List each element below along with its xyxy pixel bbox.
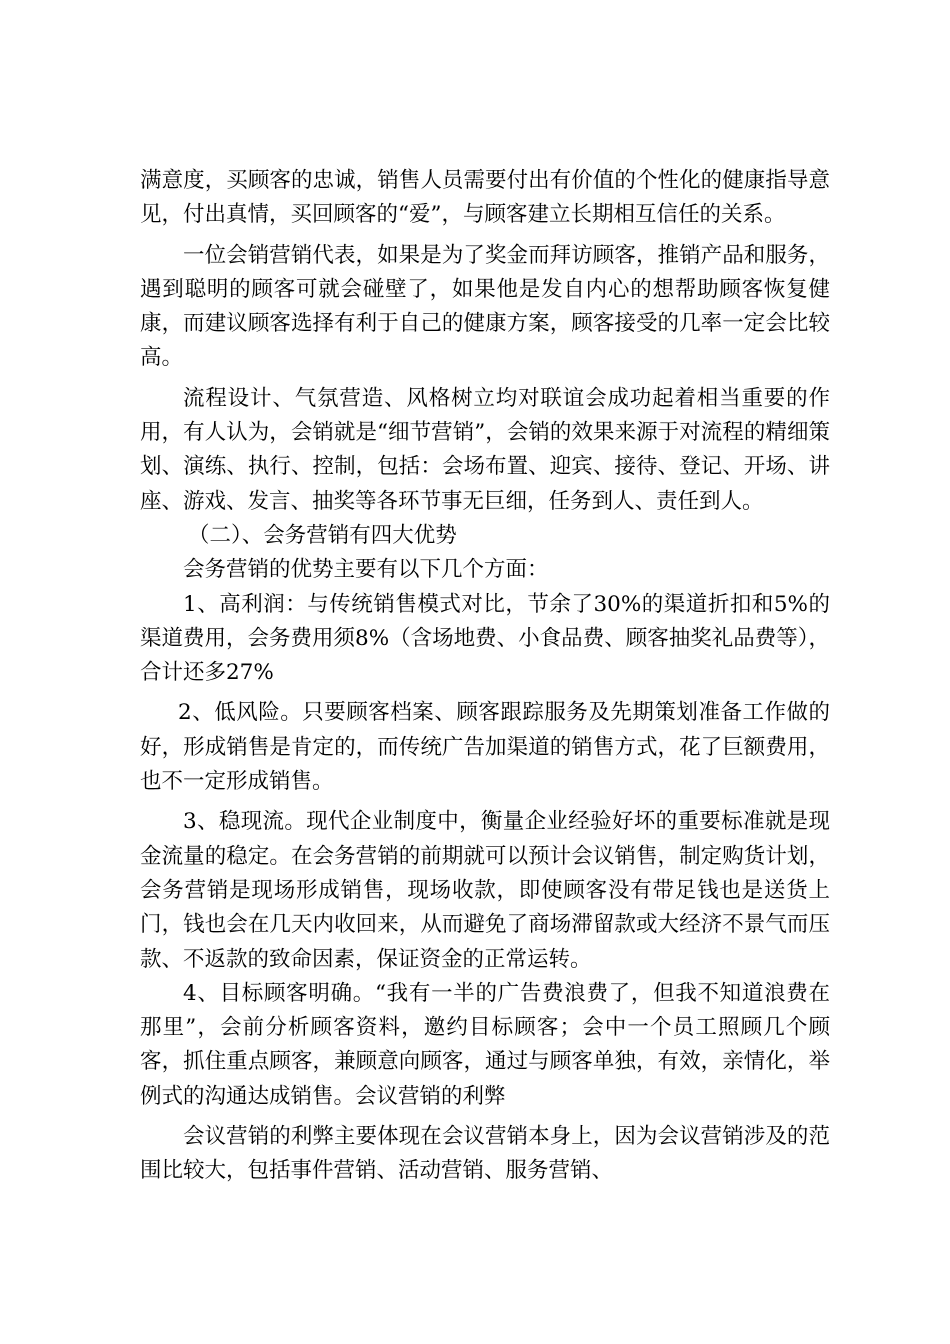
list-item-high-profit: 1、高利润：与传统销售模式对比，节余了30%的渠道折扣和5%的渠道费用，会务费用须8%（含场地费、小食品费、顾客抽奖礼品费等），合计还多27% (140, 591, 830, 686)
paragraph-advantages-intro: 会务营销的优势主要有以下几个方面： (183, 557, 549, 583)
list-item-clear-target: 4、目标顾客明确。“我有一半的广告费浪费了，但我不知道浪费在那里”，会前分析顾客资料，邀约目标顾客；会中一个员工照顾几个顾客，抓住重点顾客，兼顾意向顾客，通过与顾客单独，有效，亲情化，举例式的沟通达成销售。会议营销的利弊 (140, 980, 830, 1109)
document-page (140, 164, 830, 1189)
paragraph-process-design: 流程设计、气氛营造、风格树立均对联谊会成功起着相当重要的作用，有人认为，会销就是“细节营销”，会销的效果来源于对流程的精细策划、演练、执行、控制，包括：会场布置、迎宾、接待、登记、开场、讲座、游戏、发言、抽奖等各环节事无巨细，任务到人、责任到人。 (140, 385, 830, 514)
paragraph-pros-cons: 会议营销的利弊主要体现在会议营销本身上，因为会议营销涉及的范围比较大，包括事件营销、活动营销、服务营销、 (140, 1124, 830, 1184)
list-item-stable-cashflow: 3、稳现流。现代企业制度中，衡量企业经验好坏的重要标准就是现金流量的稳定。在会务营销的前期就可以预计会议销售，制定购货计划，会务营销是现场形成销售，现场收款，即使顾客没有带足钱也是送货上门，钱也会在几天内收回来，从而避免了商场滞留款或大经济不景气而压款、不返款的致命因素，保证资金的正常运转。 (140, 809, 830, 972)
paragraph-satisfaction: 满意度，买顾客的忠诚，销售人员需要付出有价值的个性化的健康指导意见，付出真情，买回顾客的“爱”，与顾客建立长期相互信任的关系。 (140, 168, 830, 228)
list-item-low-risk: 2、低风险。只要顾客档案、顾客跟踪服务及先期策划准备工作做的好，形成销售是肯定的，而传统广告加渠道的销售方式，花了巨额费用，也不一定形成销售。 (140, 700, 830, 795)
section-heading-four-advantages: （二）、会务营销有四大优势 (188, 522, 457, 548)
paragraph-sales-rep: 一位会销营销代表，如果是为了奖金而拜访顾客，推销产品和服务，遇到聪明的顾客可就会碰壁了，如果他是发自内心的想帮助顾客恢复健康，而建议顾客选择有利于自己的健康方案，顾客接受的几率一定会比较高。 (140, 242, 830, 371)
